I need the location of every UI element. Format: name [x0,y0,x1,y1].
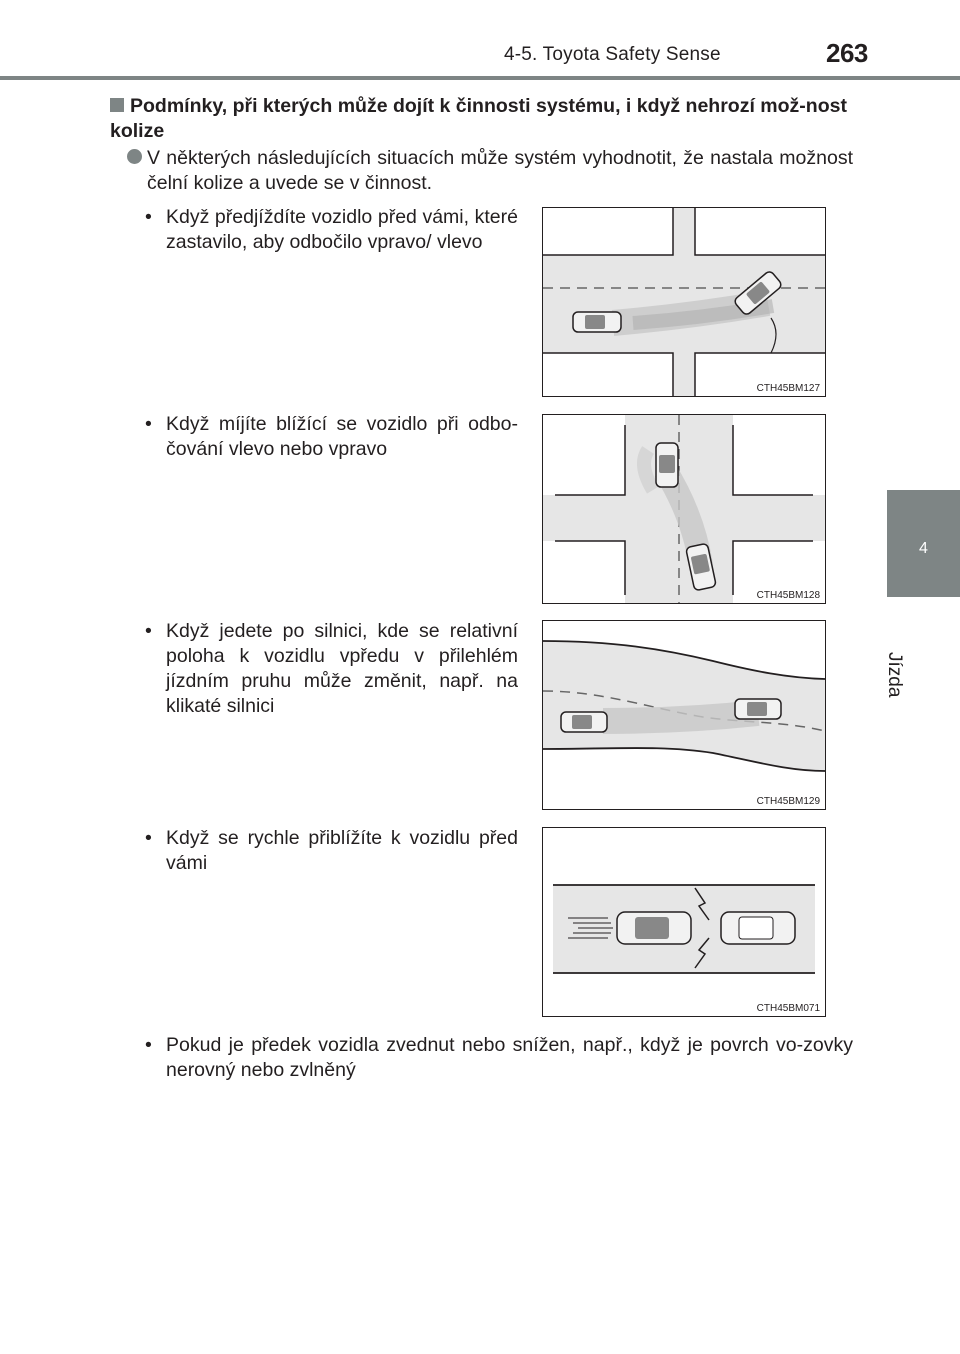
figure-code: CTH45BM127 [756,383,820,394]
intro-paragraph [127,146,853,196]
chapter-label-text: Jízda [884,652,905,698]
bullet-icon: • [145,827,152,849]
figure-rapid-approach [542,827,826,1017]
bullet-icon: • [145,206,152,228]
figure-winding-road [542,620,826,810]
header-section-title: 4-5. Toyota Safety Sense [504,44,721,65]
chapter-label [884,600,933,698]
chapter-number: 4 [919,540,928,557]
figure-code: CTH45BM071 [756,1003,820,1014]
rapid-approach-illustration [543,828,825,1016]
section-heading-text: Podmínky, při kterých může dojít k činnosti systému, i když nehrozí mož-nost kolize [110,95,847,142]
bullet-text: Když jedete po silnici, kde se relativní poloha k vozidlu vpředu v přilehlém jízdním pruhu může změnit, např. na klikaté silnici [166,620,518,717]
bullet-text: Pokud je předek vozidla zvednut nebo snížen, např., když je povrch vo-zovky nerovný nebo zvlněný [166,1034,853,1081]
section-heading [110,94,858,144]
list-item [145,205,518,255]
page-number: 263 [826,38,868,68]
circle-bullet-icon [127,149,142,164]
intro-text: V některých následujících situacích může systém vyhodnotit, že nastala možnost čelní kolize a uvede se v činnost. [147,147,853,194]
list-item [145,412,518,462]
list-item [145,826,518,876]
intersection-illustration [543,208,825,396]
header-rule [0,76,960,80]
bullet-text: Když předjíždíte vozidlo před vámi, které zastavilo, aby odbočilo vpravo/ vlevo [166,206,518,253]
winding-road-illustration [543,621,825,809]
bullet-icon: • [145,413,152,435]
square-marker-icon [110,98,124,112]
intersection-illustration [543,415,825,603]
figure-code: CTH45BM128 [756,590,820,601]
chapter-tab [887,490,960,597]
bullet-icon: • [145,620,152,642]
figure-passing-oncoming-vehicle [542,414,826,604]
list-item [145,619,518,719]
list-item [145,1033,853,1083]
figure-overtaking-turning-vehicle [542,207,826,397]
bullet-text: Když se rychle přiblížíte k vozidlu před vámi [166,827,518,874]
bullet-icon: • [145,1034,152,1056]
bullet-text: Když míjíte blížící se vozidlo při odbo-čování vlevo nebo vpravo [166,413,518,460]
figure-code: CTH45BM129 [756,796,820,807]
